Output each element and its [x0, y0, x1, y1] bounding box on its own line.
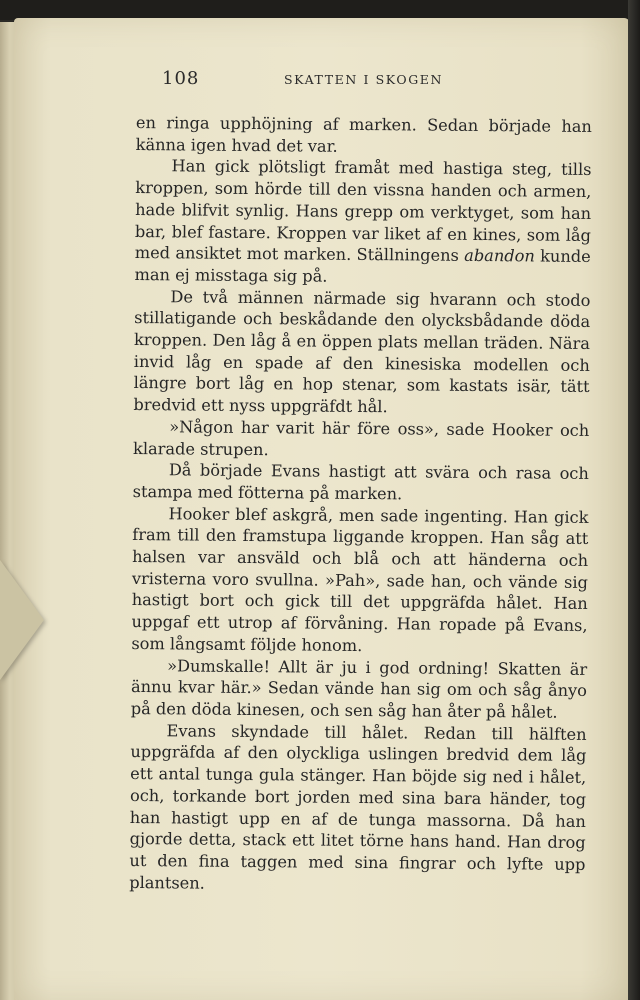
paragraph-6: Hooker blef askgrå, men sade ingenting. Han gick fram till den framstupa liggande kroppen. Han såg att halsen var ansväld och blå och att händerna och vristerna voro svullna. »Pah», sade han, och vände sig hastigt bort och gick till det uppgräfda hålet. Han uppgaf ett utrop af förvåning. Han ropade på Evans, som långsamt följde honom. [131, 503, 589, 655]
paragraph-8: Evans skyndade till hålet. Redan till hälften uppgräfda af den olyckliga uslingen bredvid dem låg ett antal tunga gula stänger. Han böjde sig ned i hålet, och, torkande bort jorden med sina bara händer, tog han hastigt upp en af de tunga massorna. Då han gjorde detta, stack ett litet törne hans hand. Han drog ut den fina taggen med sina fingrar och lyfte upp plantsen. [129, 720, 587, 893]
book-page [14, 18, 630, 1000]
paragraph-2-italic: abandon [464, 246, 535, 266]
paragraph-5: Då började Evans hastigt att svära och rasa och stampa med fötterna på marken. [132, 460, 589, 504]
paragraph-2 [134, 155, 591, 289]
book-top-shadow [0, 0, 640, 20]
paragraph-2-text: Han gick plötsligt framåt med hastiga steg, tills kroppen, som hörde till den vissna handen och armen, hade blifvit synlig. Hans grepp om verktyget, som han bar, blef fastare. Kroppen var liket af en kines, som låg med ansiktet mot marken. Ställningens [134, 156, 592, 266]
paragraph-7: »Dumskalle! Allt är ju i god ordning! Skatten är ännu kvar här.» Sedan vände han sig om och såg ånyo på den döda kinesen, och sen såg han åter på hålet. [130, 655, 588, 722]
book-right-edge [628, 0, 640, 1000]
paragraph-1: en ringa upphöjning af marken. Sedan började han känna igen hvad det var. [135, 112, 592, 156]
running-title: SKATTEN I SKOGEN [284, 72, 444, 87]
page-number: 108 [162, 68, 200, 89]
paragraph-3: De två männen närmade sig hvarann och stodo stillatigande och beskådande den olycksbådande döda kroppen. Den låg å en öppen plats mellan träden. Nära invid låg en spade af den kinesiska modellen och längre bort låg en hop stenar, som kastats isär, tätt bredvid ett nyss uppgräfdt hål. [133, 286, 591, 417]
body-text [129, 112, 592, 897]
bookmark-paper [0, 560, 44, 680]
paragraph-4: »Någon har varit här före oss», sade Hooker och klarade strupen. [132, 417, 590, 459]
paragraph-2-after: kunde man ej misstaga sig på. [134, 246, 591, 286]
page-header [14, 68, 630, 92]
